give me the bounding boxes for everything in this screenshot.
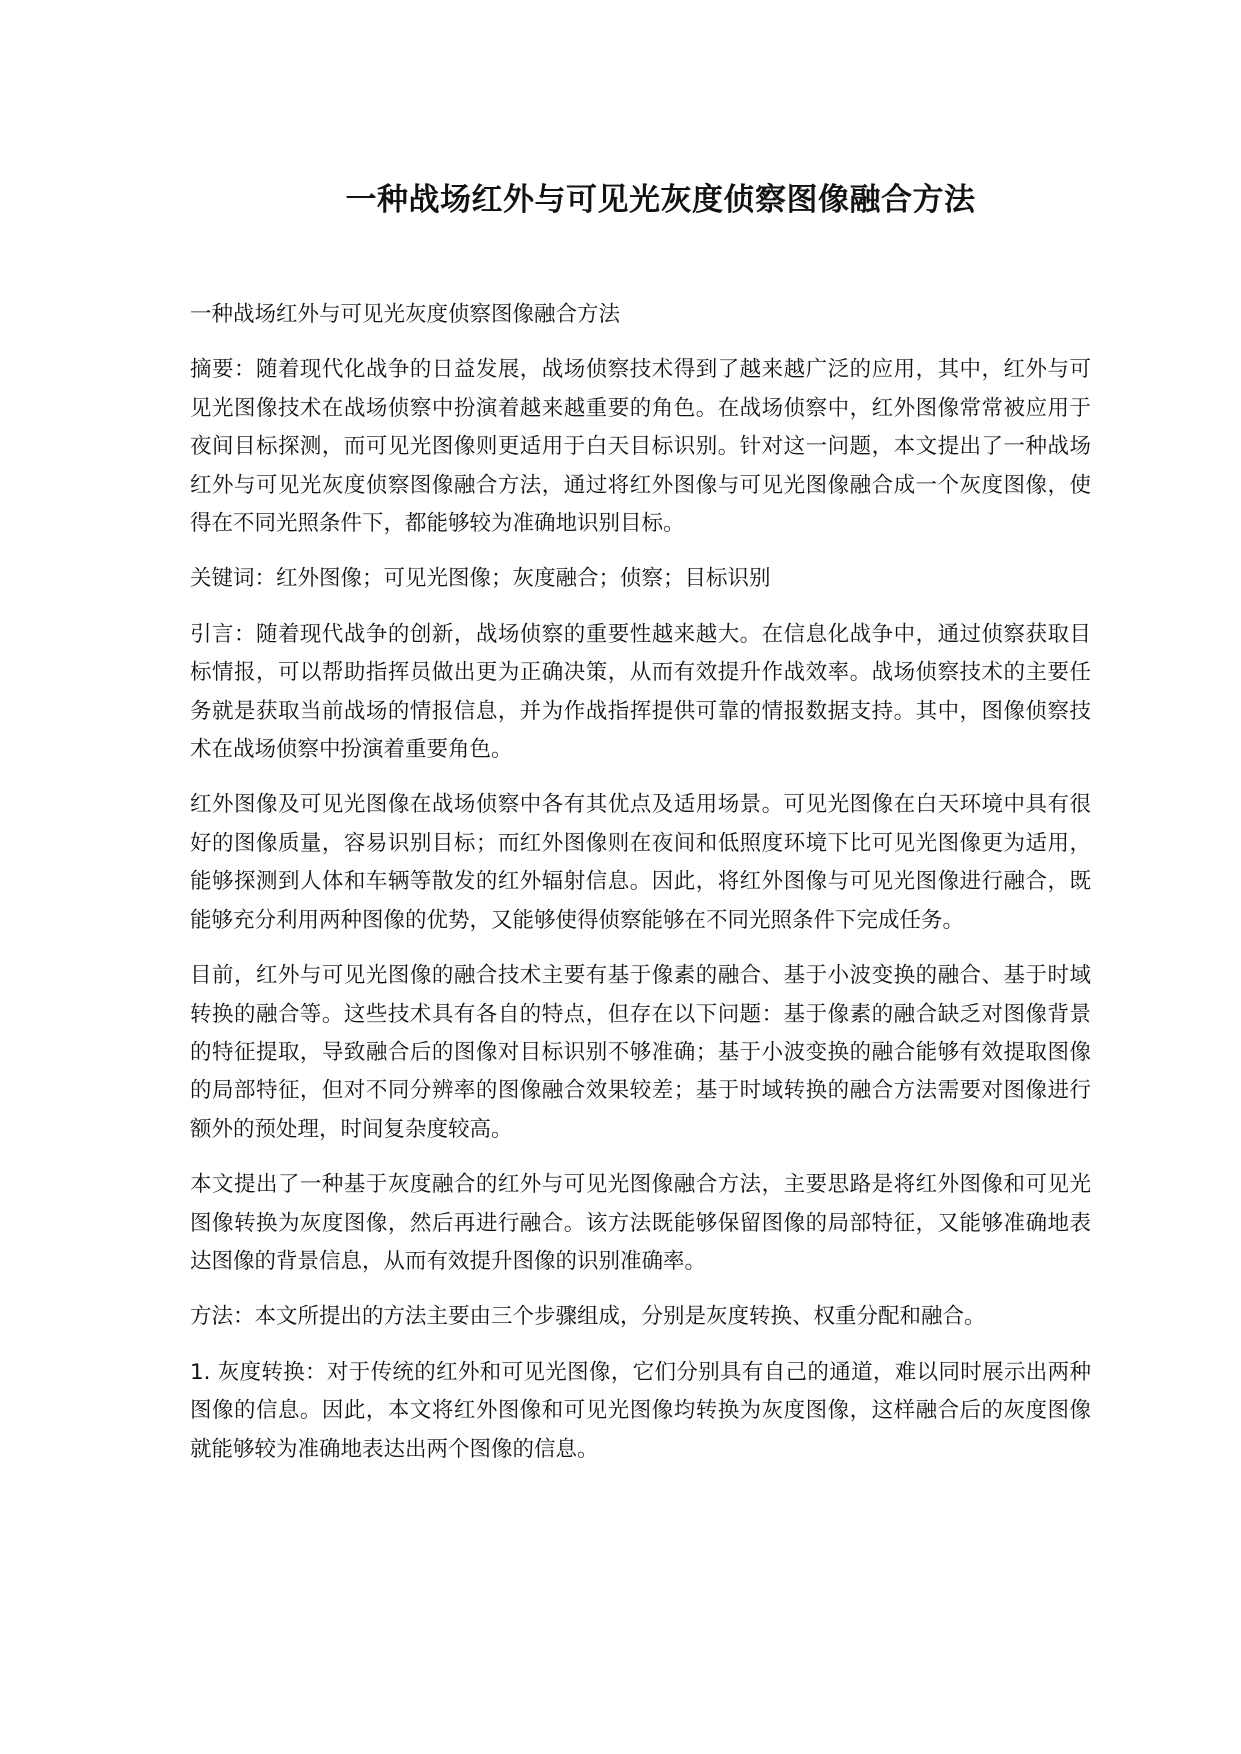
subtitle-paragraph: 一种战场红外与可见光灰度侦察图像融合方法 <box>190 302 621 327</box>
keywords-paragraph: 关键词：红外图像；可见光图像；灰度融合；侦察；目标识别 <box>190 566 771 592</box>
document-title: 一种战场红外与可见光灰度侦察图像融合方法 <box>345 182 976 218</box>
introduction-paragraph: 引言：随着现代战争的创新，战场侦察的重要性越来越大。在信息化战争中，通过侦察获取目标情报，可以帮助指挥员做出更为正确决策，从而有效提升作战效率。战场侦察技术的主要任务就是获取当前战场的情报信息，并为作战指挥提供可靠的情报数据支持。其中，图像侦察技术在战场侦察中扮演着重要角色。 <box>190 621 1091 763</box>
body-paragraph: 本文提出了一种基于灰度融合的红外与可见光图像融合方法，主要思路是将红外图像和可见光图像转换为灰度图像，然后再进行融合。该方法既能够保留图像的局部特征，又能够准确地表达图像的背景信息，从而有效提升图像的识别准确率。 <box>190 1172 1091 1274</box>
body-paragraph: 红外图像及可见光图像在战场侦察中各有其优点及适用场景。可见光图像在白天环境中具有很好的图像质量，容易识别目标；而红外图像则在夜间和低照度环境下比可见光图像更为适用，能够探测到人体和车辆等散发的红外辐射信息。因此，将红外图像与可见光图像进行融合，既能够充分利用两种图像的优势，又能够使得侦察能够在不同光照条件下完成任务。 <box>190 792 1091 933</box>
method-paragraph: 方法：本文所提出的方法主要由三个步骤组成，分别是灰度转换、权重分配和融合。 <box>190 1304 986 1330</box>
abstract-paragraph: 摘要：随着现代化战争的日益发展，战场侦察技术得到了越来越广泛的应用，其中，红外与可见光图像技术在战场侦察中扮演着越来越重要的角色。在战场侦察中，红外图像常常被应用于夜间目标探测，而可见光图像则更适用于白天目标识别。针对这一问题，本文提出了一种战场红外与可见光灰度侦察图像融合方法，通过将红外图像与可见光图像融合成一个灰度图像，使得在不同光照条件下，都能够较为准确地识别目标。 <box>190 357 1091 537</box>
document-body <box>190 296 1091 1469</box>
method-step-paragraph: 1. 灰度转换：对于传统的红外和可见光图像，它们分别具有自己的通道，难以同时展示出两种图像的信息。因此，本文将红外图像和可见光图像均转换为灰度图像，这样融合后的灰度图像就能够较为准确地表达出两个图像的信息。 <box>190 1359 1091 1462</box>
body-paragraph: 目前，红外与可见光图像的融合技术主要有基于像素的融合、基于小波变换的融合、基于时域转换的融合等。这些技术具有各自的特点，但存在以下问题：基于像素的融合缺乏对图像背景的特征提取，导致融合后的图像对目标识别不够准确；基于小波变换的融合能够有效提取图像的局部特征，但对不同分辨率的图像融合效果较差；基于时域转换的融合方法需要对图像进行额外的预处理，时间复杂度较高。 <box>190 963 1091 1142</box>
